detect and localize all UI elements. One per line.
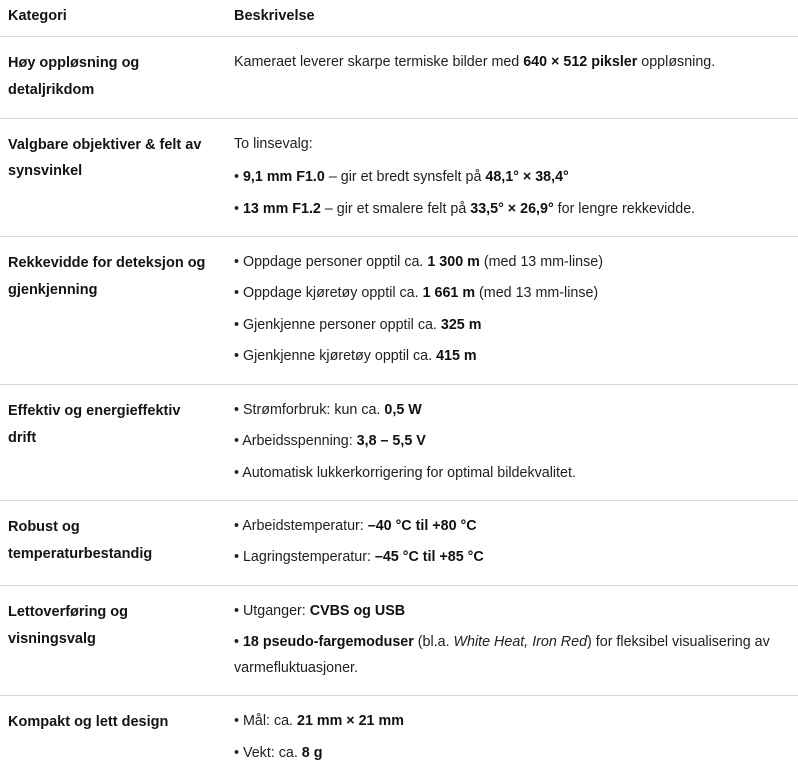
description-line (234, 50, 786, 75)
table-row (0, 501, 798, 586)
text-fragment: 325 m (441, 317, 482, 333)
text-fragment: • (234, 201, 243, 217)
description-line (234, 514, 786, 539)
text-fragment: • Arbeidstemperatur: (234, 518, 368, 534)
row-description-cell (224, 585, 798, 695)
row-description-cell (224, 384, 798, 500)
row-description-cell (224, 501, 798, 586)
description-line (234, 197, 786, 222)
text-fragment: 415 m (436, 348, 477, 364)
row-category-cell (0, 384, 224, 500)
row-category-cell (0, 696, 224, 780)
text-fragment: • (234, 634, 243, 650)
text-fragment: 8 g (302, 745, 323, 761)
description-line (234, 398, 786, 423)
text-fragment: 9,1 mm F1.0 (243, 169, 325, 185)
description-line (234, 461, 786, 486)
text-fragment: 18 pseudo-fargemoduser (243, 634, 414, 650)
description-line (234, 132, 786, 157)
description-line (234, 545, 786, 570)
row-category-label: Rekkevidde for deteksjon og gjenkjenning (8, 250, 210, 304)
column-header-description: Beskrivelse (224, 0, 798, 37)
text-fragment: • Gjenkjenne personer opptil ca. (234, 317, 441, 333)
text-fragment: 1 661 m (423, 285, 475, 301)
text-fragment: (bl.a. (414, 634, 454, 650)
text-fragment: –40 °C til +80 °C (368, 518, 477, 534)
row-description-cell (224, 236, 798, 384)
text-fragment: oppløsning. (637, 54, 715, 70)
row-description-cell (224, 37, 798, 119)
table-row (0, 118, 798, 236)
table-body (0, 37, 798, 780)
text-fragment: • Utganger: (234, 603, 310, 619)
row-category-label: Høy oppløsning og detaljrikdom (8, 50, 210, 104)
description-line (234, 313, 786, 338)
description-line (234, 281, 786, 306)
text-fragment: (med 13 mm-linse) (480, 254, 603, 270)
description-line (234, 344, 786, 369)
row-category-label: Valgbare objektiver & felt av synsvinkel (8, 132, 210, 186)
text-fragment: ) for fleksibel visualisering av varmefluktuasjoner. (234, 634, 770, 675)
row-description-text (234, 250, 786, 370)
table-row (0, 384, 798, 500)
row-description-text (234, 50, 786, 75)
text-fragment: • Oppdage personer opptil ca. (234, 254, 427, 270)
table-header-row (0, 0, 798, 37)
row-description-text (234, 599, 786, 681)
column-header-category: Kategori (0, 0, 224, 37)
text-fragment: 13 mm F1.2 (243, 201, 321, 217)
row-description-text (234, 514, 786, 571)
table-row (0, 696, 798, 780)
description-line (234, 599, 786, 624)
text-fragment: • Arbeidsspenning: (234, 433, 357, 449)
text-fragment: • Vekt: ca. (234, 745, 302, 761)
text-fragment: (med 13 mm-linse) (475, 285, 598, 301)
row-category-label: Effektiv og energieffektiv drift (8, 398, 210, 452)
table-row (0, 37, 798, 119)
text-fragment: White Heat, Iron Red (454, 634, 588, 650)
description-line (234, 741, 786, 766)
description-line (234, 165, 786, 190)
row-category-cell (0, 501, 224, 586)
row-description-cell (224, 118, 798, 236)
text-fragment: Kameraet leverer skarpe termiske bilder med (234, 54, 523, 70)
row-category-cell (0, 118, 224, 236)
text-fragment: • Oppdage kjøretøy opptil ca. (234, 285, 423, 301)
text-fragment: • Strømforbruk: kun ca. (234, 402, 384, 418)
row-category-cell (0, 585, 224, 695)
description-line (234, 709, 786, 734)
text-fragment: 1 300 m (427, 254, 479, 270)
text-fragment: • Gjenkjenne kjøretøy opptil ca. (234, 348, 436, 364)
table-row (0, 585, 798, 695)
row-category-cell (0, 236, 224, 384)
row-category-label: Kompakt og lett design (8, 709, 210, 736)
text-fragment: –45 °C til +85 °C (375, 549, 484, 565)
table-row (0, 236, 798, 384)
text-fragment: CVBS og USB (310, 603, 405, 619)
row-description-text (234, 132, 786, 222)
text-fragment: 21 mm × 21 mm (297, 713, 404, 729)
row-description-cell (224, 696, 798, 780)
row-description-text (234, 709, 786, 766)
text-fragment: 3,8 – 5,5 V (357, 433, 426, 449)
text-fragment: 0,5 W (384, 402, 421, 418)
row-category-cell (0, 37, 224, 119)
text-fragment: 640 × 512 piksler (523, 54, 637, 70)
row-category-label: Robust og temperaturbestandig (8, 514, 210, 568)
text-fragment: for lengre rekkevidde. (554, 201, 695, 217)
text-fragment: • Lagringstemperatur: (234, 549, 375, 565)
row-description-text (234, 398, 786, 486)
description-line (234, 250, 786, 275)
text-fragment: 33,5° × 26,9° (470, 201, 553, 217)
text-fragment: • Automatisk lukkerkorrigering for optimal bildekvalitet. (234, 465, 576, 481)
row-category-label: Lettoverføring og visningsvalg (8, 599, 210, 653)
text-fragment: • (234, 169, 243, 185)
text-fragment: • Mål: ca. (234, 713, 297, 729)
text-fragment: – gir et smalere felt på (321, 201, 470, 217)
text-fragment: 48,1° × 38,4° (485, 169, 568, 185)
description-line (234, 429, 786, 454)
text-fragment: To linsevalg: (234, 136, 313, 152)
description-line (234, 630, 786, 681)
text-fragment: – gir et bredt synsfelt på (325, 169, 486, 185)
